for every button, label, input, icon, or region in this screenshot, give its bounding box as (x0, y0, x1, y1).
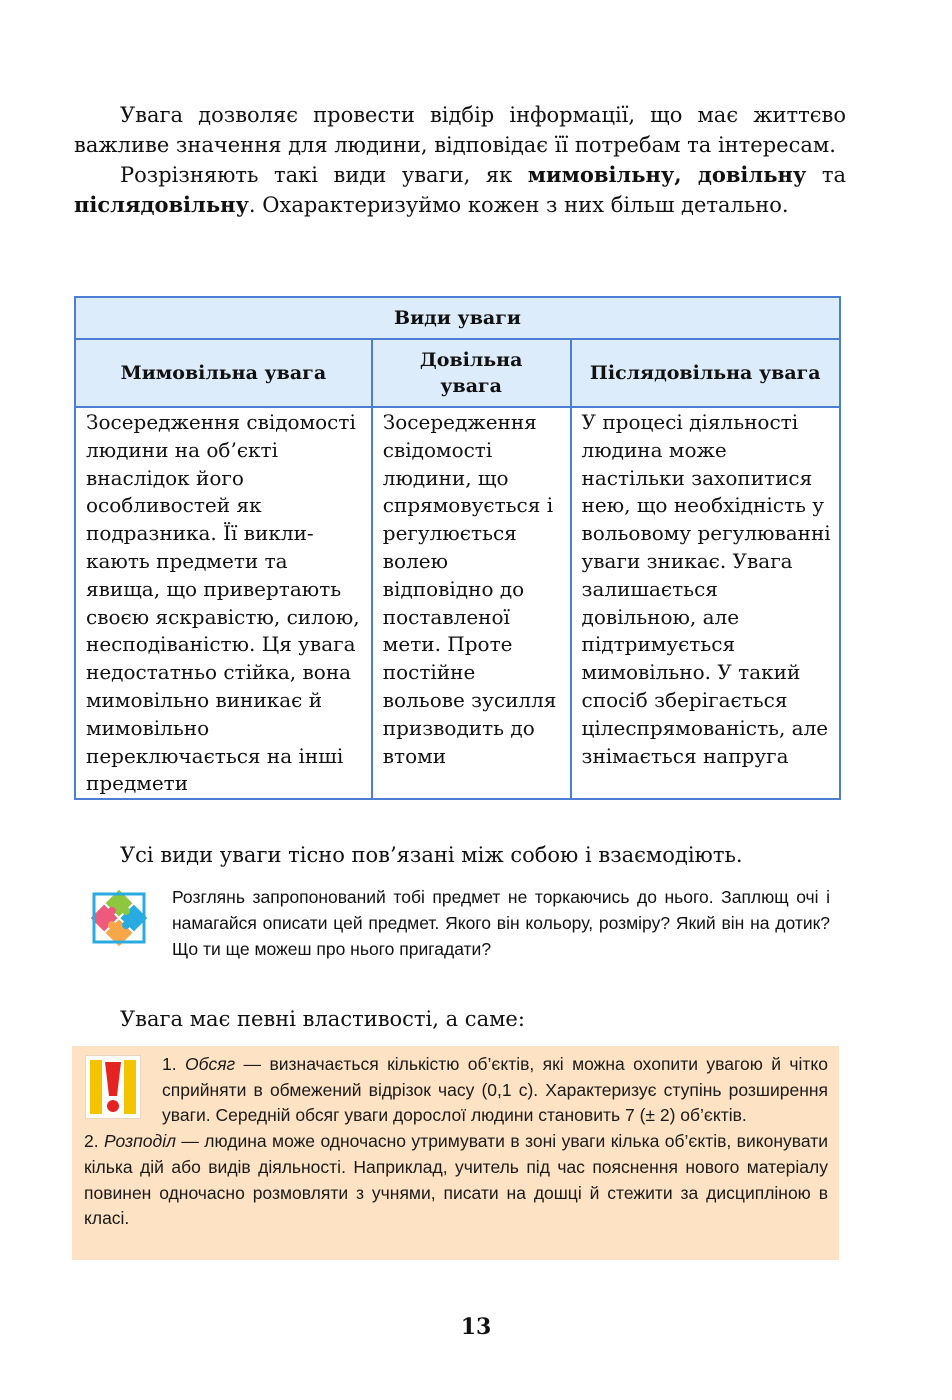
item1-text: — визначається кількістю об’єктів, які можна охопити увагою й чітко сприйняти в обмежений відрізок часу (0,1 с). Характеризує ступінь розширення уваги. Середній обсяг уваги дорослої людини становить 7 (± 2) об’єктів. (162, 1054, 828, 1126)
intro-paragraph: Увага дозволяє провести відбір інформації, що має життєво важливе значення для людини, відповідає її потребам та інтересам. (74, 103, 846, 157)
table-title-row (75, 297, 840, 339)
after-table-text: Усі види уваги тісно пов’язані між собою і взаємодіють. (120, 843, 743, 867)
types-bold-1: мимовільну, довільну (527, 162, 807, 187)
item2-term: Розподіл (104, 1131, 176, 1152)
task-text: Розглянь запропонований тобі предмет не торкаючись до нього. Заплющ очі і намагайся описати цей предмет. Якого він кольору, розміру? Який він на дотик? Що ти ще можеш про нього пригадати? (172, 887, 830, 959)
table-row (75, 407, 840, 799)
header-involuntary: Мимовільна увага (75, 339, 372, 407)
item2-text: — людина може одночасно утримувати в зоні уваги кілька об’єктів, виконувати кілька дій або видів діяльності. Наприклад, учитель під час пояснення нового матеріалу повинен одночасно розмовляти з учнями, писати на дошці й стежити за дисципліною в класі. (84, 1131, 828, 1229)
item1-term: Обсяг (184, 1054, 236, 1074)
types-paragraph (74, 160, 846, 220)
main-text (74, 100, 846, 220)
note-text (84, 1052, 828, 1232)
table-title: Види уваги (75, 297, 840, 339)
cell-postvoluntary: У процесі діяльності людина може настільки захопитися нею, що необхідність у вольовому регулюванні уваги зникає. Увага залишається довільною, але підтримується мимовільно. У такий спосіб зберігається цілеспрямованість, але знімається напруга (571, 407, 840, 799)
table-header-row (75, 339, 840, 407)
types-text-3: . Охарактеризуймо кожен з них більш детально. (248, 193, 789, 217)
page-number: 13 (460, 1314, 492, 1340)
item2-number: 2. (84, 1131, 105, 1152)
header-voluntary: Довільна увага (372, 339, 571, 407)
attention-types-table (74, 296, 841, 800)
header-postvoluntary: Післядовільна увага (571, 339, 840, 407)
properties-note (72, 1046, 839, 1260)
types-bold-2: післядовільну (74, 192, 249, 217)
cell-voluntary: Зосередження свідомості людини, що спрямовується і регулюється волею відповідно до поставленої мети. Проте постійне вольове зусилля призводить до втоми (372, 407, 571, 799)
properties-intro: Увага має певні властивості, а саме: (120, 1007, 525, 1031)
types-text-2: та (806, 163, 846, 187)
item1-number: 1. (162, 1054, 185, 1074)
puzzle-icon (88, 888, 150, 948)
cell-involuntary: Зосередження свідомості людини на об’єкті внаслідок його особливостей як подразника. Її викликають предмети та явища, що привертають своєю яскравістю, силою, несподіваністю. Ця увага недостатньо стійка, вона мимовільно виникає й мимовільно переключається на інші предмети (75, 407, 372, 799)
types-text-1: Розрізняють такі види уваги, як (120, 163, 528, 187)
